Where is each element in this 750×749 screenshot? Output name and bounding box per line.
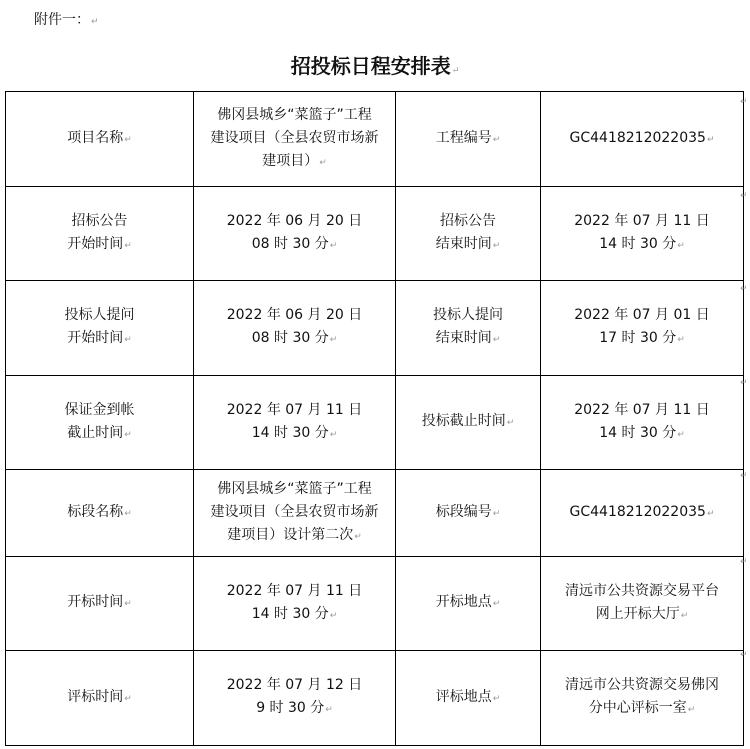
field-value-cell xyxy=(541,281,744,376)
paragraph-mark-icon: ↵ xyxy=(677,429,685,440)
field-value: 2022 年 07 月 11 日 xyxy=(574,401,710,418)
field-label: 开标时间↵ xyxy=(67,594,132,610)
field-label: 开始时间↵ xyxy=(67,235,132,252)
field-label-cell xyxy=(396,557,541,651)
field-label: 标段编号↵ xyxy=(435,503,501,520)
field-value: 佛冈县城乡“菜篮子”工程 xyxy=(217,106,372,123)
field-value: 14 时 30 分↵ xyxy=(251,605,338,622)
paragraph-mark-icon: ↵ xyxy=(124,335,132,345)
table-row xyxy=(6,651,744,746)
field-value: GC4418212022035↵ xyxy=(569,503,715,520)
row-end-mark-icon: ↵ xyxy=(740,378,748,388)
row-end-mark-icon: ↵ xyxy=(740,97,748,107)
paragraph-mark-icon: ↵ xyxy=(451,66,460,76)
table-row xyxy=(6,376,744,470)
field-value: 清远市公共资源交易平台 xyxy=(565,582,719,599)
paragraph-mark-icon: ↵ xyxy=(124,508,132,519)
field-label-cell xyxy=(396,470,541,557)
paragraph-mark-icon: ↵ xyxy=(492,240,501,251)
paragraph-mark-icon: ↵ xyxy=(492,693,501,704)
field-value: 建设项目（全县农贸市场新 xyxy=(210,129,379,146)
field-label: 标段名称↵ xyxy=(67,503,132,520)
field-value: 2022 年 07 月 11 日 xyxy=(574,212,710,229)
paragraph-mark-icon: ↵ xyxy=(329,335,338,345)
paragraph-mark-icon: ↵ xyxy=(492,134,501,145)
field-value: 建项目）↵ xyxy=(262,152,327,169)
schedule-table xyxy=(5,91,744,746)
field-value: 建项目）设计第二次↵ xyxy=(227,526,362,543)
paragraph-mark-icon: ↵ xyxy=(124,429,132,440)
field-value: 分中心评标一室↵ xyxy=(588,700,696,716)
paragraph-mark-icon: ↵ xyxy=(124,240,132,251)
field-value: 08 时 30 分↵ xyxy=(251,330,338,346)
field-label-cell xyxy=(6,651,194,746)
field-label-cell xyxy=(6,187,194,281)
field-value-cell xyxy=(194,187,396,281)
field-label: 工程编号↵ xyxy=(435,129,501,146)
field-label: 截止时间↵ xyxy=(67,424,132,441)
table-row xyxy=(6,557,744,651)
row-end-mark-icon: ↵ xyxy=(740,284,748,294)
row-end-mark-icon: ↵ xyxy=(740,191,748,201)
row-end-mark-icon: ↵ xyxy=(740,557,748,567)
field-value-cell xyxy=(541,470,744,557)
field-value-cell xyxy=(541,92,744,187)
field-label-cell xyxy=(6,281,194,376)
paragraph-mark-icon: ↵ xyxy=(329,610,338,621)
field-label-cell xyxy=(396,187,541,281)
paragraph-mark-icon: ↵ xyxy=(677,335,685,345)
field-value: 17 时 30 分↵ xyxy=(599,330,685,346)
paragraph-mark-icon: ↵ xyxy=(124,693,132,704)
field-value-cell xyxy=(541,187,744,281)
page-title: 招投标日程安排表↵ xyxy=(290,54,460,78)
field-label: 项目名称↵ xyxy=(67,129,132,146)
field-label-cell xyxy=(6,470,194,557)
field-label: 保证金到帐 xyxy=(64,401,135,418)
field-label: 评标地点↵ xyxy=(435,688,501,705)
field-label: 结束时间↵ xyxy=(435,235,501,252)
paragraph-mark-icon: ↵ xyxy=(680,610,689,621)
paragraph-mark-icon: ↵ xyxy=(354,531,362,542)
field-label: 结束时间↵ xyxy=(435,330,501,346)
paragraph-mark-icon: ↵ xyxy=(329,240,338,251)
field-label: 投标人提问 xyxy=(64,307,135,323)
field-value: 14 时 30 分↵ xyxy=(251,424,338,441)
field-value-cell xyxy=(194,651,396,746)
field-label-cell xyxy=(396,651,541,746)
field-value-cell xyxy=(541,376,744,470)
field-label: 评标时间↵ xyxy=(67,688,132,705)
paragraph-mark-icon: ↵ xyxy=(124,134,132,145)
field-value-cell xyxy=(194,470,396,557)
paragraph-mark-icon: ↵ xyxy=(91,17,99,27)
table-row xyxy=(6,470,744,557)
field-value-cell xyxy=(194,557,396,651)
field-label: 招标公告 xyxy=(71,212,128,229)
paragraph-mark-icon: ↵ xyxy=(492,599,501,609)
field-label: 招标公告 xyxy=(440,212,496,229)
field-value-cell xyxy=(541,557,744,651)
paragraph-mark-icon: ↵ xyxy=(677,240,685,251)
field-value-cell xyxy=(194,92,396,187)
field-label-cell xyxy=(6,557,194,651)
table-row xyxy=(6,92,744,187)
paragraph-mark-icon: ↵ xyxy=(492,508,501,519)
field-value-cell xyxy=(194,281,396,376)
field-value: 建设项目（全县农贸市场新 xyxy=(210,503,379,520)
field-label-cell xyxy=(6,92,194,187)
field-value: 2022 年 07 月 01 日 xyxy=(574,307,710,323)
field-value: 08 时 30 分↵ xyxy=(251,235,338,252)
paragraph-mark-icon: ↵ xyxy=(506,418,515,428)
table-row xyxy=(6,187,744,281)
row-end-mark-icon: ↵ xyxy=(740,650,748,660)
paragraph-mark-icon: ↵ xyxy=(124,599,132,609)
field-label-cell xyxy=(396,281,541,376)
field-label: 开始时间↵ xyxy=(67,330,132,346)
paragraph-mark-icon: ↵ xyxy=(687,705,696,715)
paragraph-mark-icon: ↵ xyxy=(325,705,333,715)
field-label-cell xyxy=(6,376,194,470)
field-value: 网上开标大厅↵ xyxy=(595,605,689,622)
paragraph-mark-icon: ↵ xyxy=(706,508,715,519)
field-value-cell xyxy=(194,376,396,470)
paragraph-mark-icon: ↵ xyxy=(706,134,715,145)
field-value: 清远市公共资源交易佛冈 xyxy=(565,677,719,693)
field-label-cell xyxy=(396,376,541,470)
paragraph-mark-icon: ↵ xyxy=(319,157,327,168)
paragraph-mark-icon: ↵ xyxy=(492,335,501,345)
field-value: 2022 年 06 月 20 日 xyxy=(226,307,363,323)
attachment-label: 附件一：↵ xyxy=(34,12,99,28)
field-label: 投标人提问 xyxy=(433,307,503,323)
field-value: 佛冈县城乡“菜篮子”工程 xyxy=(217,480,372,497)
paragraph-mark-icon: ↵ xyxy=(329,429,338,440)
field-label: 投标截止时间↵ xyxy=(421,413,515,429)
row-end-mark-icon: ↵ xyxy=(740,471,748,481)
field-value: 2022 年 07 月 11 日 xyxy=(226,401,363,418)
field-value: 9 时 30 分↵ xyxy=(256,700,333,716)
field-value: 2022 年 07 月 12 日 xyxy=(226,677,363,693)
field-value: 2022 年 07 月 11 日 xyxy=(226,582,363,599)
field-value: GC4418212022035↵ xyxy=(569,129,715,146)
field-value: 14 时 30 分↵ xyxy=(599,235,685,252)
table-row xyxy=(6,281,744,376)
field-label-cell xyxy=(396,92,541,187)
field-label: 开标地点↵ xyxy=(435,594,501,610)
field-value-cell xyxy=(541,651,744,746)
field-value: 2022 年 06 月 20 日 xyxy=(226,212,363,229)
field-value: 14 时 30 分↵ xyxy=(599,424,685,441)
